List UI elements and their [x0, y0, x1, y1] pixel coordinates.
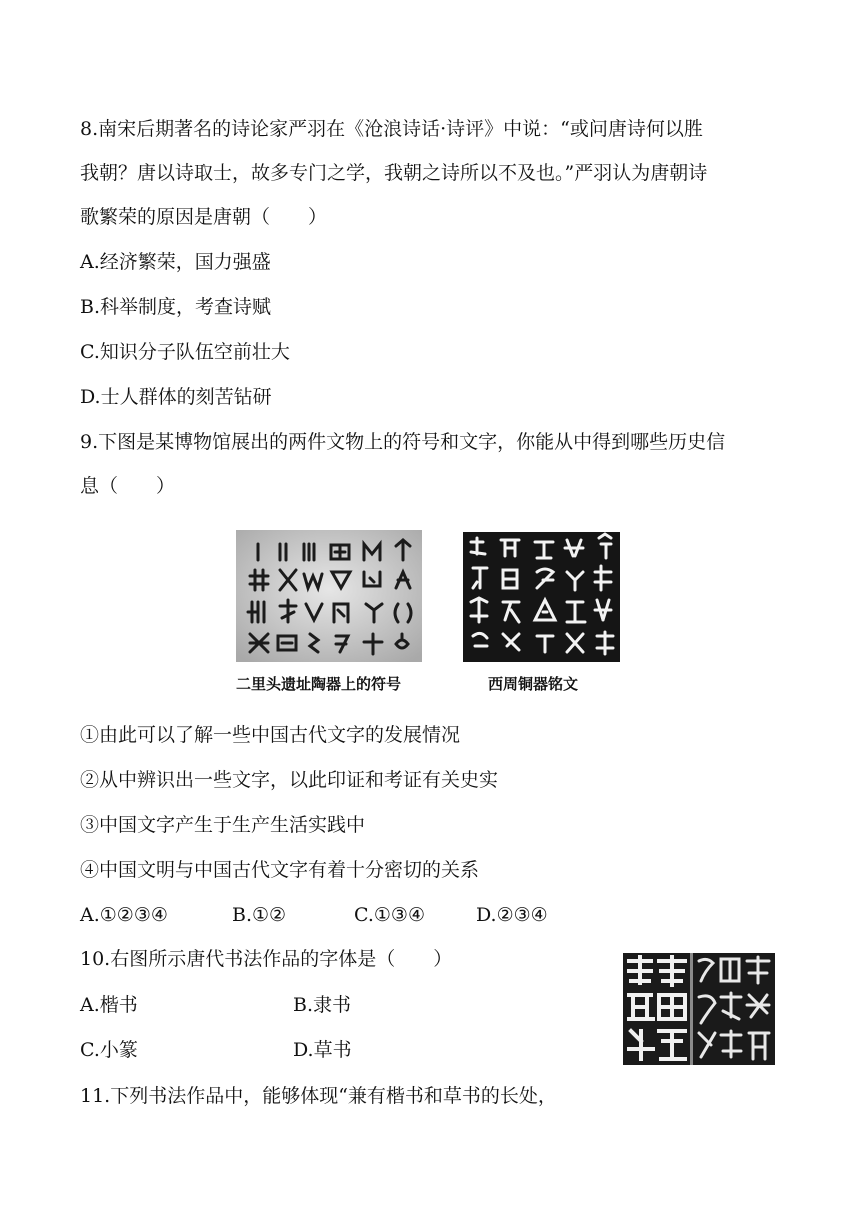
q9-option-d: D.②③④: [476, 904, 548, 926]
q9-stem-line-1: 9.下图是某博物馆展出的两件文物上的符号和文字，你能从中得到哪些历史信: [80, 431, 726, 453]
q10-option-d: D.草书: [293, 1039, 352, 1061]
q9-statement-4: ④中国文明与中国古代文字有着十分密切的关系: [80, 859, 480, 881]
q10-options-row-1: [80, 992, 351, 1018]
q8-stem-line-1: 8.南宋后期著名的诗论家严羽在《沧浪诗话·诗评》中说：“或问唐诗何以胜: [80, 118, 703, 140]
q8-option-d: D.士人群体的刻苦钻研: [80, 386, 272, 408]
q9-stem-line-2: 息（ ）: [80, 475, 176, 497]
q8-option-b: B.科举制度，考查诗赋: [80, 296, 272, 318]
q11-stem-line-1: 11.下列书法作品中，能够体现“兼有楷书和草书的长处，: [80, 1085, 557, 1107]
q9-statement-3: ③中国文字产生于生产生活实践中: [80, 814, 366, 836]
figure-caption-erlitou: 二里头遗址陶器上的符号: [236, 675, 402, 693]
q10-options-row-2: [80, 1037, 352, 1063]
q8-option-c: C.知识分子队伍空前壮大: [80, 341, 290, 363]
figure-caption-western-zhou: 西周铜器铭文: [488, 675, 579, 693]
q8-stem-line-2: 我朝？唐以诗取士，故多专门之学，我朝之诗所以不及也。”严羽认为唐朝诗: [80, 162, 708, 184]
q8-option-a: A.经济繁荣，国力强盛: [80, 251, 271, 273]
q10-option-b: B.隶书: [293, 994, 352, 1016]
q8-stem-line-3: 歌繁荣的原因是唐朝（ ）: [80, 206, 328, 228]
q9-option-c: C.①③④: [354, 904, 425, 926]
q10-option-a: A.楷书: [80, 994, 138, 1016]
tang-calligraphy-rubbing-image: [623, 953, 775, 1065]
western-zhou-bronze-inscription-image: [463, 532, 620, 662]
q9-statement-1: ①由此可以了解一些中国古代文字的发展情况: [80, 724, 461, 746]
q10-option-c: C.小篆: [80, 1039, 138, 1061]
q9-option-a: A.①②③④: [80, 904, 168, 926]
q9-options-row: [80, 902, 548, 928]
q10-stem-line-1: 10.右图所示唐代书法作品的字体是（ ）: [80, 948, 453, 970]
q9-option-b: B.①②: [232, 904, 287, 926]
erlitou-pottery-symbols-image: [236, 530, 422, 662]
q9-statement-2: ②从中辨识出一些文字，以此印证和考证有关史实: [80, 769, 499, 791]
